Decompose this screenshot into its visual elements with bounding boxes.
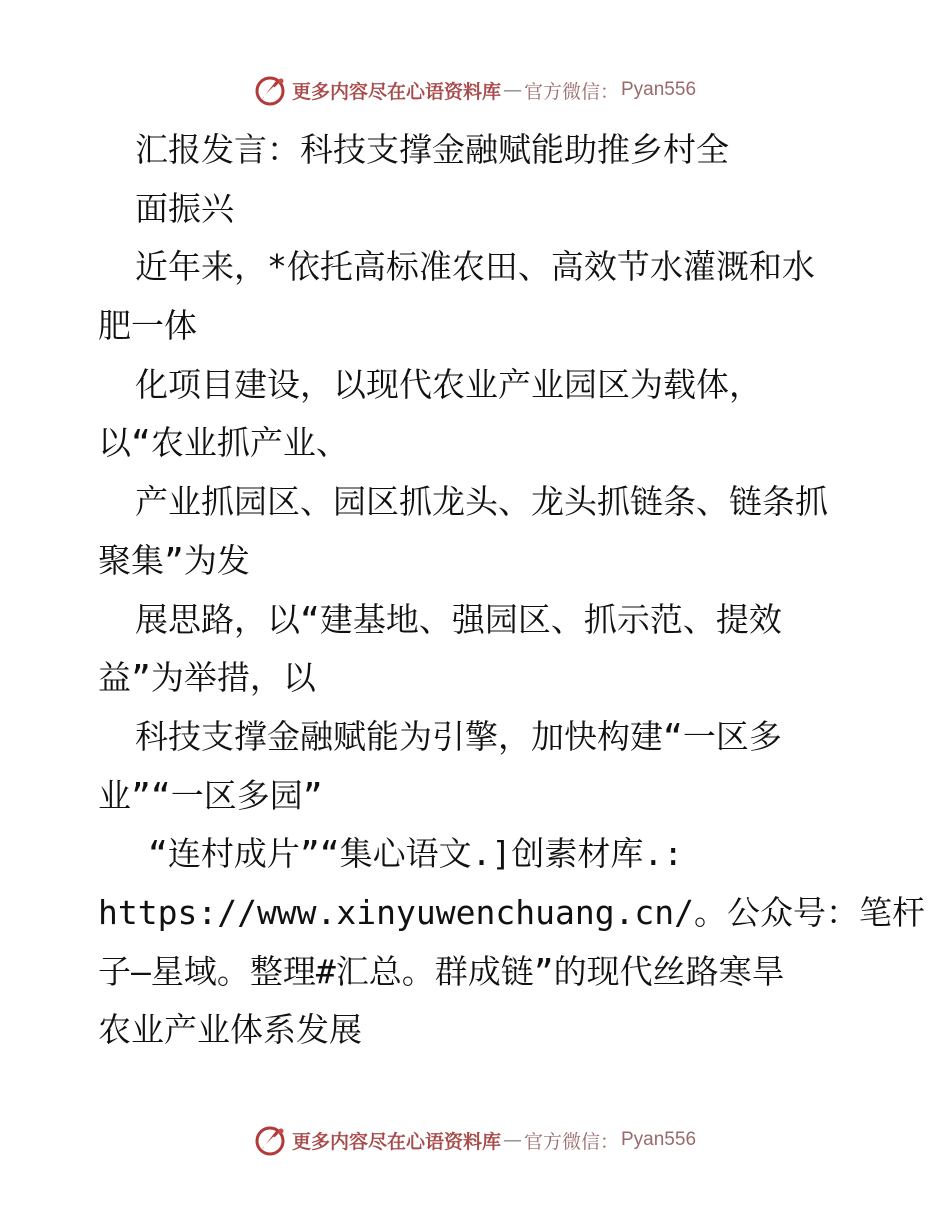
header-banner [0, 70, 950, 110]
header-wechat-id: Pyan556 [621, 79, 697, 100]
header-separator: — [502, 79, 522, 101]
body-line: 产业抓园区、园区抓龙头、龙头抓链条、链条抓 [135, 482, 828, 522]
body-text [98, 121, 926, 1060]
quill-logo-icon [254, 73, 288, 107]
footer-wechat-label: 官方微信： [523, 1130, 619, 1153]
body-line: 肥一体 [98, 306, 197, 346]
body-line: 业”“一区多园” [98, 775, 323, 815]
body-line: 面振兴 [135, 188, 234, 228]
body-line: 科技支撑金融赋能为引擎，加快构建“一区多 [135, 716, 782, 756]
body-line: https://www.xinyuwenchuang.cn/。公众号：笔杆 [98, 892, 926, 932]
body-line: 近年来，*依托高标准农田、高效节水灌溉和水 [135, 247, 815, 287]
body-line: 以“农业抓产业、 [98, 423, 349, 463]
footer-banner [0, 1120, 950, 1160]
body-line: 化项目建设，以现代农业产业园区为载体， [135, 364, 762, 404]
body-line: 农业产业体系发展 [98, 1010, 362, 1050]
header-site-text: 更多内容尽在心语资料库 [291, 80, 501, 103]
footer-site-text: 更多内容尽在心语资料库 [291, 1130, 501, 1153]
body-line: 展思路，以“建基地、强园区、抓示范、提效 [135, 599, 782, 639]
body-line: 聚集”为发 [98, 540, 250, 580]
body-line: 汇报发言：科技支撑金融赋能助推乡村全 [135, 130, 729, 169]
body-line: 益”为举措，以 [98, 658, 316, 698]
quill-logo-icon [254, 1123, 288, 1157]
header-wechat-label: 官方微信： [523, 80, 619, 103]
footer-separator: — [502, 1129, 522, 1151]
footer-wechat-id: Pyan556 [621, 1129, 697, 1150]
body-line: “连村成片”“集心语文.]创素材库.: [148, 834, 684, 874]
body-line: 子—星域。整理#汇总。群成链”的现代丝路寒旱 [98, 951, 785, 991]
